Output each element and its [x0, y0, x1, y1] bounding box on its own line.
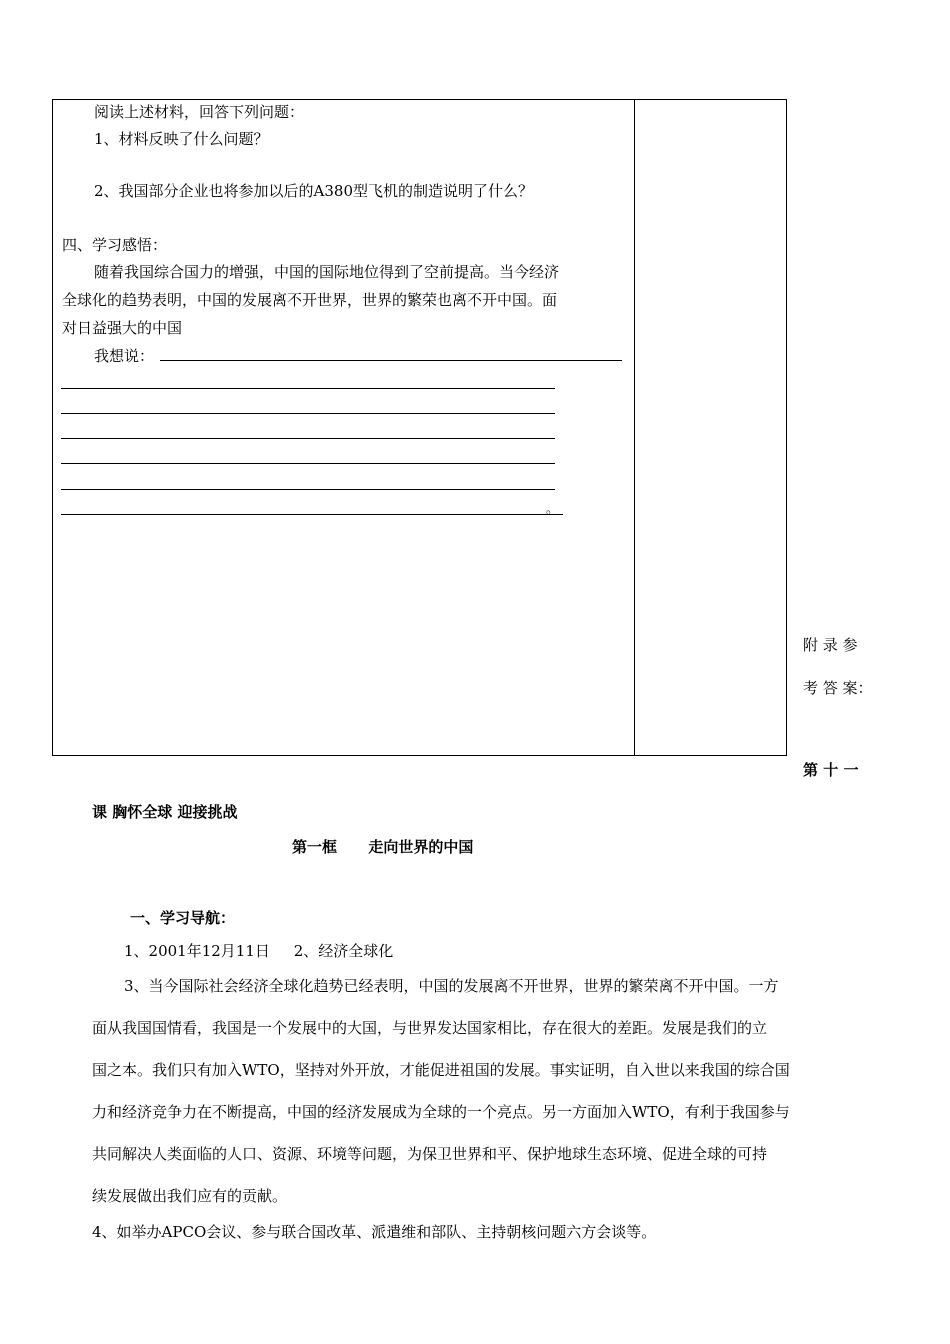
question-2: 2、我国部分企业也将参加以后的A380型飞机的制造说明了什么？ — [94, 182, 534, 200]
answer-item-3-line: 续发展做出我们应有的贡献。 — [92, 1187, 288, 1205]
answer-item-3-line: 3、当今国际社会经济全球化趋势已经表明，中国的发展离不开世界，世界的繁荣离不开中国。一方 — [124, 977, 779, 995]
answer-line[interactable] — [61, 514, 563, 515]
answer-item-3-line: 国之本。我们只有加入WTO，坚持对外开放，才能促进祖国的发展。事实证明，自入世以来我国的综合国 — [92, 1061, 790, 1079]
reflection-line-1: 随着我国综合国力的增强，中国的国际地位得到了空前提高。当今经济 — [94, 263, 560, 281]
end-mark: 。 — [546, 502, 560, 517]
reading-prompt: 阅读上述材料，回答下列问题： — [94, 103, 305, 121]
table-column-divider — [634, 99, 635, 756]
appendix-label-1: 附 录 参 — [803, 636, 858, 654]
answer-line[interactable] — [61, 489, 555, 490]
lesson-title-part1: 第 十 一 — [803, 761, 859, 779]
lesson-title-part2: 课 胸怀全球 迎接挑战 — [92, 803, 238, 821]
i-think-label: 我想说： — [94, 347, 155, 365]
answer-item-3-line: 面从我国国情看，我国是一个发展中的大国，与世界发达国家相比，存在很大的差距。发展是我们的立 — [92, 1019, 768, 1037]
frame-title: 第一框 走向世界的中国 — [292, 838, 474, 856]
answer-line[interactable] — [160, 360, 622, 361]
answer-line[interactable] — [61, 413, 555, 414]
answer-line[interactable] — [61, 438, 555, 439]
reflection-line-2: 全球化的趋势表明，中国的发展离不开世界，世界的繁荣也离不开中国。面 — [62, 291, 558, 309]
nav-title: 一、学习导航： — [130, 909, 236, 927]
answer-item-3-line: 共同解决人类面临的人口、资源、环境等问题，为保卫世界和平、保护地球生态环境、促进全球的可持 — [92, 1145, 768, 1163]
answer-item-3-line: 力和经济竞争力在不断提高，中国的经济发展成为全球的一个亮点。另一方面加入WTO，有利于我国参与 — [92, 1103, 790, 1121]
answer-item-4: 4、如举办APCO会议、参与联合国改革、派遣维和部队、主持朝核问题六方会谈等。 — [92, 1223, 657, 1241]
answer-line[interactable] — [61, 463, 555, 464]
question-1: 1、材料反映了什么问题？ — [94, 130, 269, 148]
answer-line[interactable] — [61, 388, 555, 389]
answer-item-1-2: 1、2001年12月11日 2、经济全球化 — [124, 942, 394, 960]
section-4-title: 四、学习感悟： — [62, 236, 168, 254]
reflection-line-3: 对日益强大的中国 — [62, 319, 183, 337]
appendix-label-2: 考 答 案： — [803, 679, 873, 697]
